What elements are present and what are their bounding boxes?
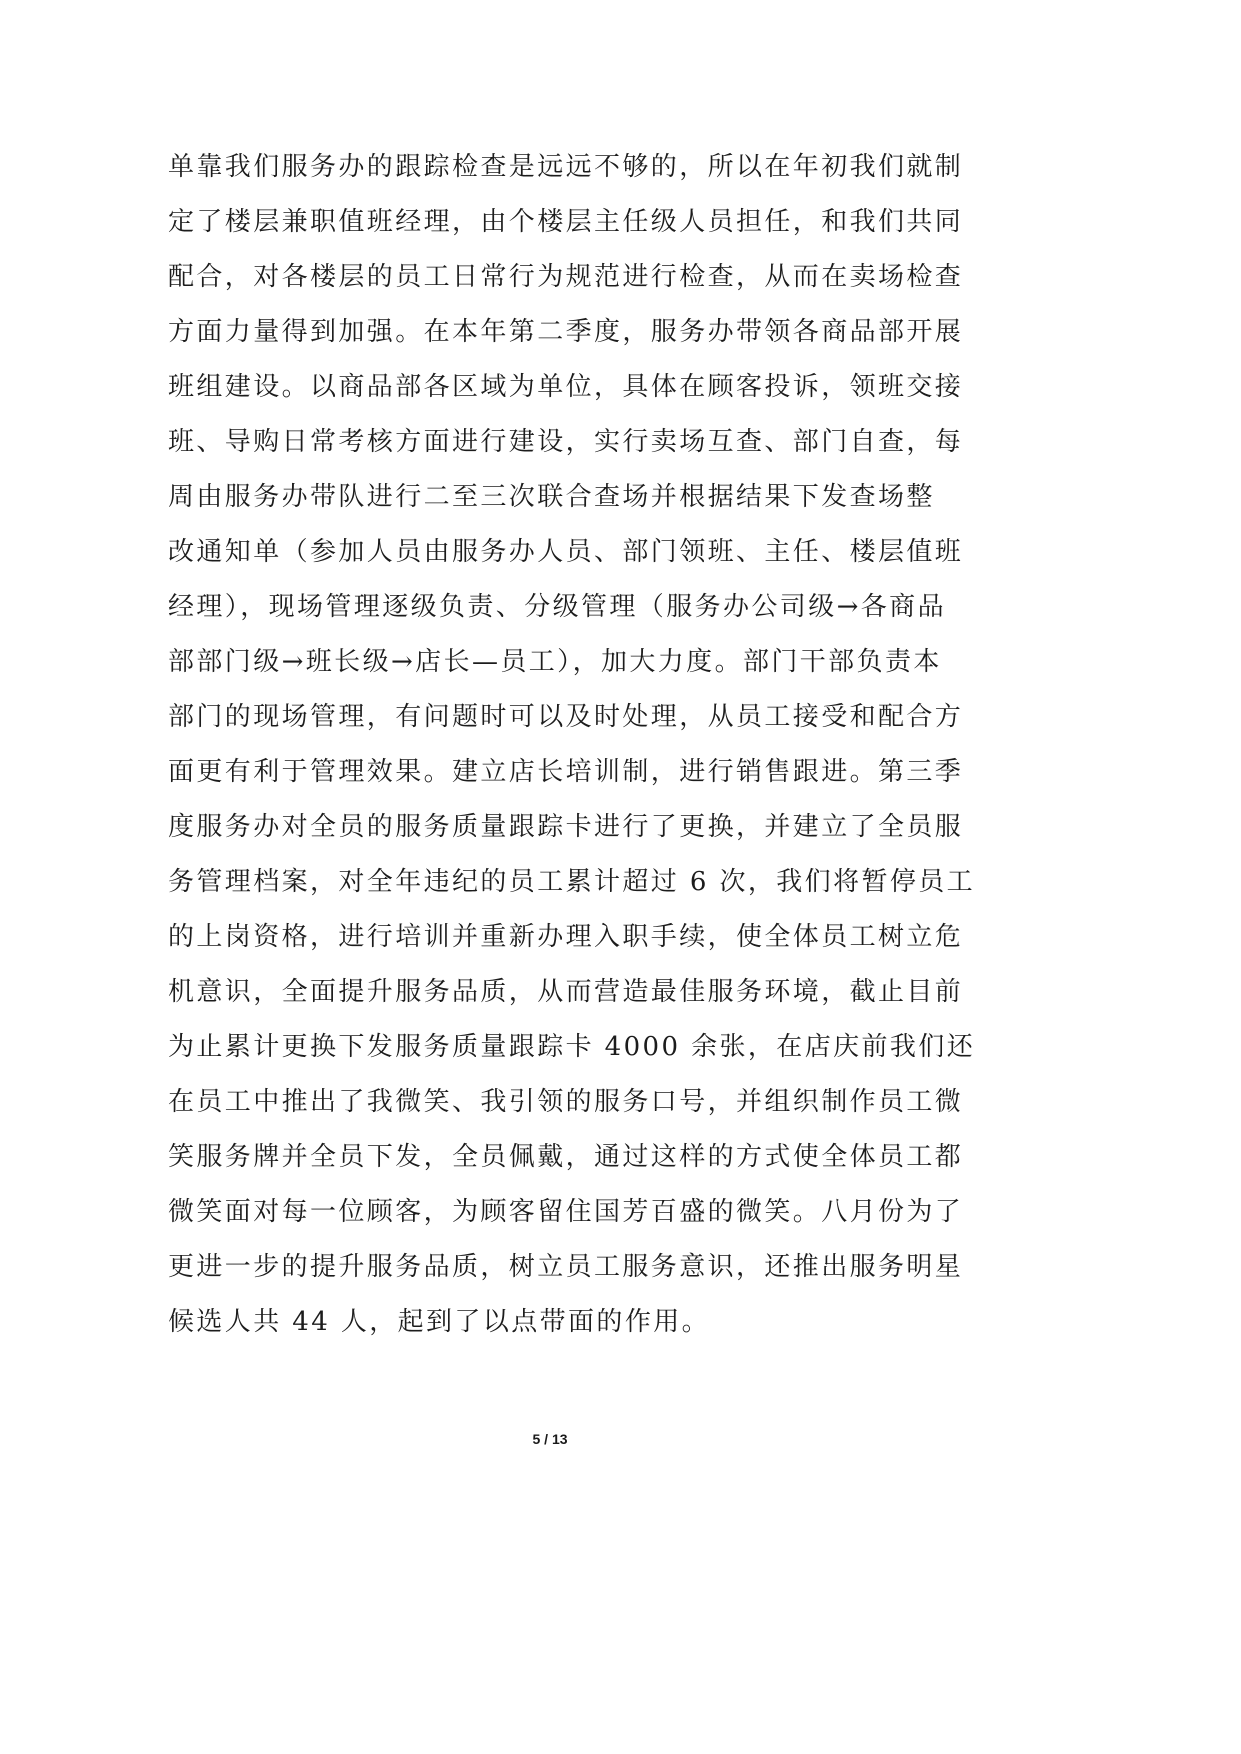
text-line: 候选人共 44 人，起到了以点带面的作用。 [168, 1307, 711, 1337]
text-line: 面更有利于管理效果。建立店长培训制，进行销售跟进。第三季 [168, 757, 964, 787]
text-line: 定了楼层兼职值班经理，由个楼层主任级人员担任，和我们共同 [168, 207, 964, 237]
text-line: 在员工中推出了我微笑、我引领的服务口号，并组织制作员工微 [168, 1087, 964, 1117]
text-line: 务管理档案，对全年违纪的员工累计超过 6 次，我们将暂停员工 [168, 867, 976, 897]
text-line: 周由服务办带队进行二至三次联合查场并根据结果下发查场整 [168, 482, 935, 512]
text-line: 机意识，全面提升服务品质，从而营造最佳服务环境，截止目前 [168, 977, 964, 1007]
text-line: 班、导购日常考核方面进行建设，实行卖场互查、部门自查，每 [168, 427, 964, 457]
text-line: 的上岗资格，进行培训并重新办理入职手续，使全体员工树立危 [168, 922, 964, 952]
text-line: 部部门级→班长级→店长—员工），加大力度。部门干部负责本 [168, 647, 942, 677]
page-number: 5 / 13 [532, 1431, 568, 1447]
text-line: 部门的现场管理，有问题时可以及时处理，从员工接受和配合方 [168, 702, 964, 732]
text-line: 经理），现场管理逐级负责、分级管理（服务办公司级→各商品 [168, 592, 946, 622]
text-line: 改通知单（参加人员由服务办人员、部门领班、主任、楼层值班 [168, 537, 964, 567]
text-line: 微笑面对每一位顾客，为顾客留住国芳百盛的微笑。八月份为了 [168, 1197, 964, 1227]
text-line: 单靠我们服务办的跟踪检查是远远不够的，所以在年初我们就制 [168, 152, 964, 182]
text-line: 方面力量得到加强。在本年第二季度，服务办带领各商品部开展 [168, 317, 964, 347]
text-line: 更进一步的提升服务品质，树立员工服务意识，还推出服务明星 [168, 1252, 964, 1282]
text-line: 配合，对各楼层的员工日常行为规范进行检查，从而在卖场检查 [168, 262, 964, 292]
text-line: 笑服务牌并全员下发，全员佩戴，通过这样的方式使全体员工都 [168, 1142, 964, 1172]
text-line: 度服务办对全员的服务质量跟踪卡进行了更换，并建立了全员服 [168, 812, 964, 842]
text-line: 班组建设。以商品部各区域为单位，具体在顾客投诉，领班交接 [168, 372, 964, 402]
text-line: 为止累计更换下发服务质量跟踪卡 4000 余张，在店庆前我们还 [168, 1032, 976, 1062]
body-text [168, 140, 976, 1350]
